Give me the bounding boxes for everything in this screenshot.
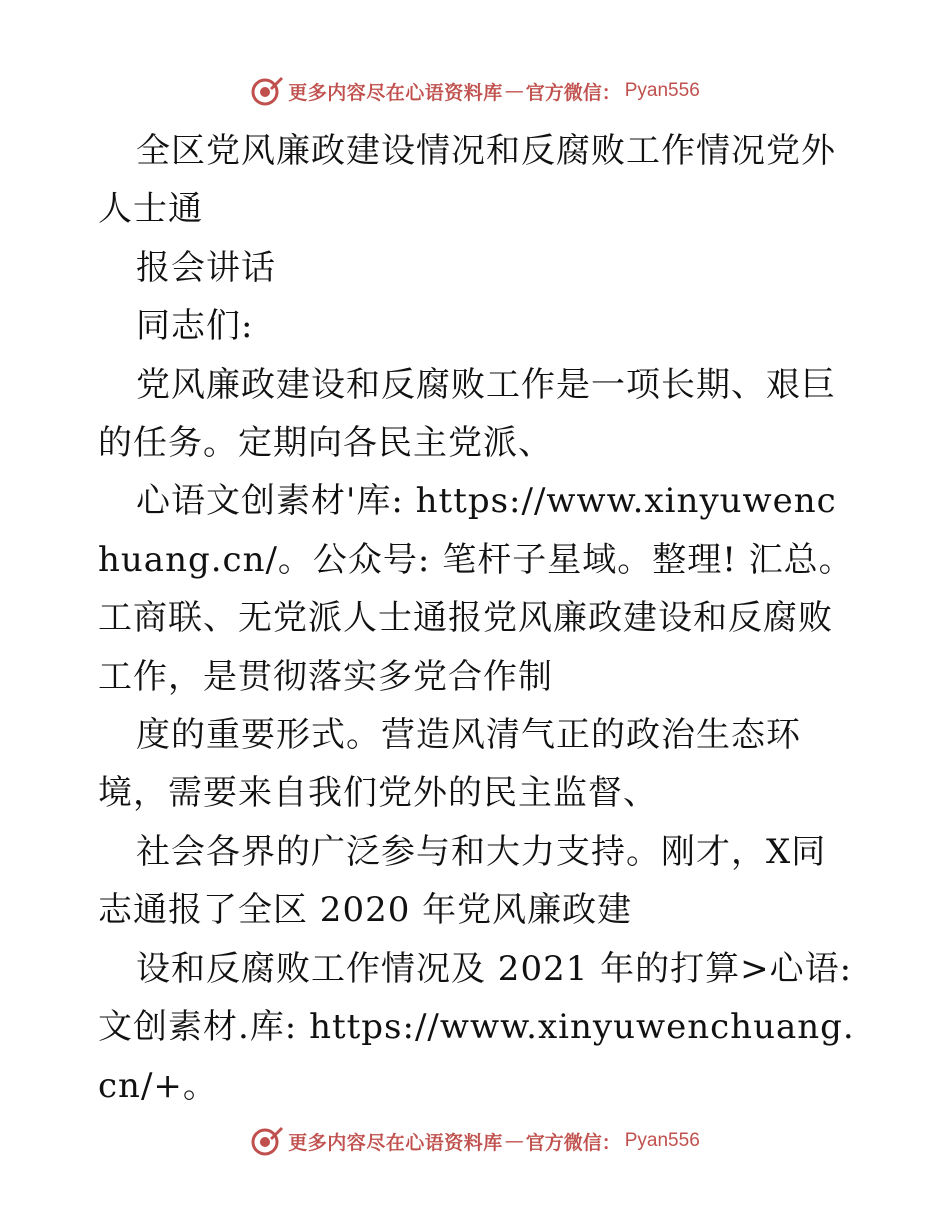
pen-logo-icon bbox=[250, 74, 284, 108]
paragraph: 社会各界的广泛参与和大力支持。刚才，X同志通报了全区 2020 年党风廉政建 bbox=[98, 831, 827, 931]
footer-watermark bbox=[0, 1121, 950, 1161]
pen-logo-icon bbox=[250, 1124, 284, 1158]
watermark-wechat-id: Pyan556 bbox=[624, 1130, 700, 1151]
watermark-text: 更多内容尽在心语资料库 bbox=[288, 1131, 503, 1154]
paragraph: 党风廉政建设和反腐败工作是一项长期、艰巨的任务。定期向各民主党派、 bbox=[98, 364, 836, 464]
watermark-dash: — bbox=[504, 80, 524, 102]
watermark-official-label: 官方微信： bbox=[525, 1131, 621, 1154]
watermark-official-label: 官方微信： bbox=[525, 81, 621, 104]
paragraph-title: 全区党风廉政建设情况和反腐败工作情况党外人士通 bbox=[98, 131, 836, 230]
paragraph-salutation: 同志们: bbox=[136, 306, 254, 347]
paragraph-subtitle: 报会讲话 bbox=[136, 247, 276, 288]
watermark-wechat-id: Pyan556 bbox=[624, 80, 700, 101]
paragraph: 度的重要形式。营造风清气正的政治生态环境，需要来自我们党外的民主监督、 bbox=[98, 715, 801, 814]
document-body bbox=[98, 122, 858, 1115]
watermark-dash: — bbox=[504, 1130, 524, 1152]
paragraph: 心语文创素材'库: https://www.xinyuwenchuang.cn/。公众号: 笔杆子星域。整理! 汇总。工商联、无党派人士通报党风廉政建设和反腐败工作，是贯彻落实多党合作制 bbox=[98, 481, 854, 697]
header-watermark bbox=[0, 71, 950, 111]
paragraph: 设和反腐败工作情况及 2021 年的打算>心语:文创素材.库: https://www.xinyuwenchuang.cn/+。 bbox=[98, 948, 855, 1106]
watermark-text: 更多内容尽在心语资料库 bbox=[288, 81, 503, 104]
